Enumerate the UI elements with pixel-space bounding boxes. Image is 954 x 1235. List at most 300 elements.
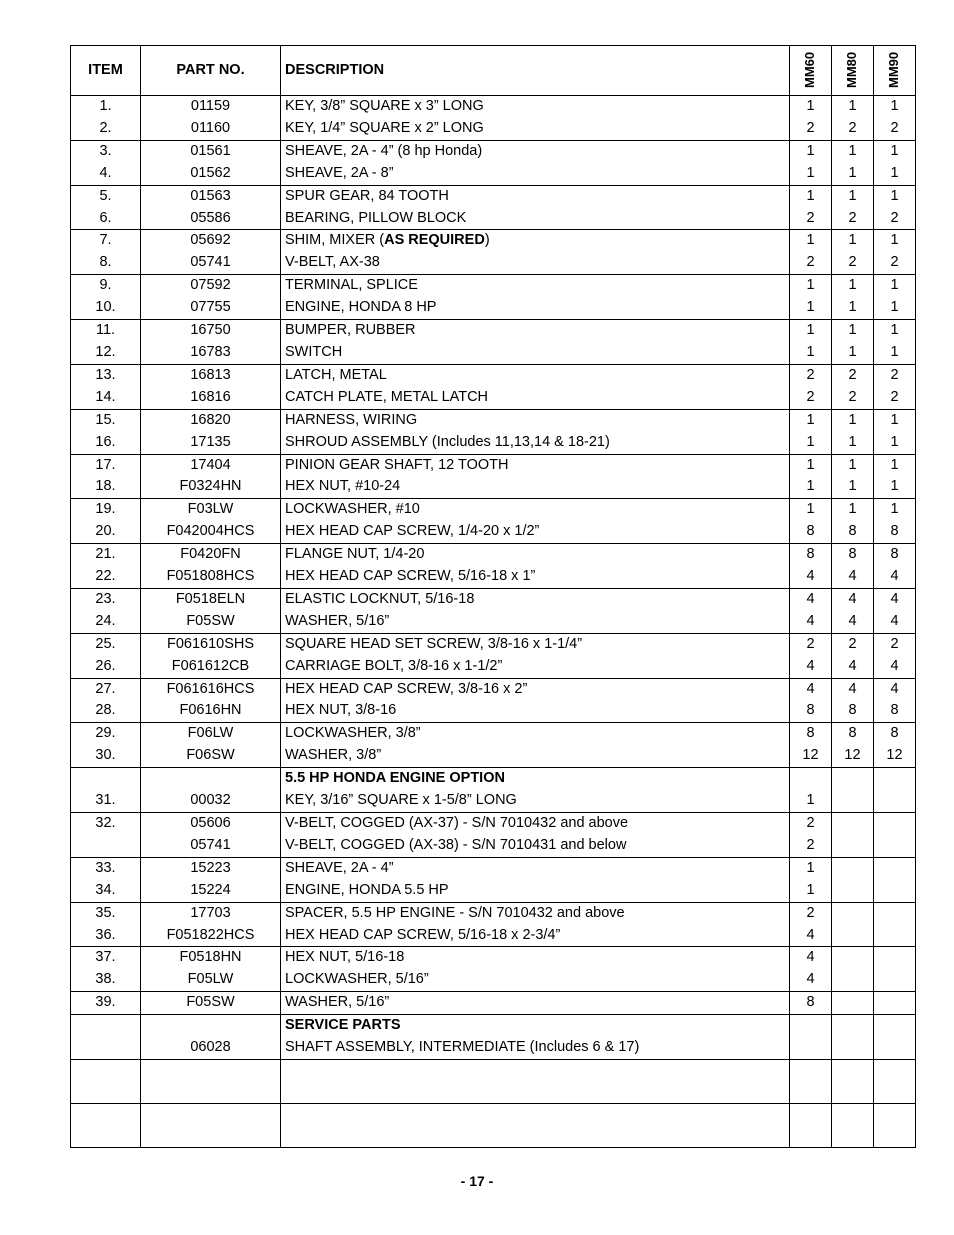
row-part-number: F06SW [141,745,281,767]
row-qty-mm60: 8 [790,700,832,722]
row-qty-mm80: 1 [832,185,874,207]
table-row [71,275,916,297]
row-item-number: 18. [71,476,141,498]
row-item-number: 23. [71,588,141,610]
row-qty-mm60: 1 [790,163,832,185]
row-item-number: 16. [71,432,141,454]
row-description: HARNESS, WIRING [281,409,790,431]
row-qty-mm90 [874,1037,916,1059]
row-description: HEX NUT, 3/8-16 [281,700,790,722]
row-description: ENGINE, HONDA 8 HP [281,297,790,319]
row-qty-mm90 [874,1015,916,1037]
row-qty-mm90: 1 [874,275,916,297]
row-qty-mm90: 1 [874,432,916,454]
table-row [71,208,916,230]
row-qty-mm90: 8 [874,700,916,722]
row-qty-mm80 [832,992,874,1014]
row-qty-mm80 [832,857,874,879]
row-qty-mm90: 2 [874,633,916,655]
row-part-number: 07755 [141,297,281,319]
row-part-number: 06028 [141,1037,281,1059]
row-item-number [71,1037,141,1059]
blank-cell [71,1103,141,1147]
row-qty-mm60: 2 [790,364,832,386]
header-item: ITEM [71,46,141,96]
table-header-row [71,46,916,96]
row-part-number: 01562 [141,163,281,185]
table-row [71,566,916,588]
row-part-number: 15223 [141,857,281,879]
row-qty-mm80: 2 [832,364,874,386]
row-qty-mm60: 1 [790,409,832,431]
table-row [71,992,916,1014]
row-qty-mm60: 2 [790,118,832,140]
parts-rows [71,96,916,1148]
row-description: LOCKWASHER, #10 [281,499,790,521]
row-item-number: 7. [71,230,141,252]
row-qty-mm60 [790,1037,832,1059]
row-qty-mm60: 2 [790,813,832,835]
row-qty-mm60: 8 [790,723,832,745]
row-qty-mm80 [832,880,874,902]
row-qty-mm60: 8 [790,992,832,1014]
row-part-number: F051822HCS [141,925,281,947]
row-item-number: 14. [71,387,141,409]
row-part-number: F05SW [141,611,281,633]
row-qty-mm80 [832,813,874,835]
row-item-number: 19. [71,499,141,521]
row-description: WASHER, 5/16” [281,611,790,633]
table-row [71,857,916,879]
row-item-number: 24. [71,611,141,633]
row-item-number: 38. [71,969,141,991]
row-qty-mm60: 8 [790,544,832,566]
row-part-number: 05741 [141,252,281,274]
row-item-number: 35. [71,902,141,924]
table-row [71,409,916,431]
row-description: FLANGE NUT, 1/4-20 [281,544,790,566]
table-row [71,118,916,140]
row-part-number: 00032 [141,790,281,812]
table-row [71,432,916,454]
row-description: SHROUD ASSEMBLY (Includes 11,13,14 & 18-21) [281,432,790,454]
row-part-number: 17135 [141,432,281,454]
row-description: SHAFT ASSEMBLY, INTERMEDIATE (Includes 6 & 17) [281,1037,790,1059]
row-item-number: 32. [71,813,141,835]
row-qty-mm60: 1 [790,320,832,342]
row-qty-mm60: 4 [790,588,832,610]
table-row [71,454,916,476]
row-item-number: 33. [71,857,141,879]
header-part-no: PART NO. [141,46,281,96]
table-row [71,925,916,947]
row-part-number [141,1015,281,1037]
table-row [71,230,916,252]
row-qty-mm60: 2 [790,633,832,655]
row-qty-mm80: 8 [832,723,874,745]
row-qty-mm90: 1 [874,163,916,185]
row-part-number: F061616HCS [141,678,281,700]
row-qty-mm80 [832,947,874,969]
row-qty-mm80: 2 [832,118,874,140]
row-qty-mm60: 1 [790,857,832,879]
row-description: SERVICE PARTS [281,1015,790,1037]
row-description: 5.5 HP HONDA ENGINE OPTION [281,768,790,790]
description-emphasis: AS REQUIRED [384,232,485,249]
row-qty-mm90: 1 [874,230,916,252]
table-row [71,969,916,991]
row-qty-mm80 [832,768,874,790]
blank-cell [832,1059,874,1103]
blank-cell [141,1059,281,1103]
blank-row [71,1059,916,1103]
row-qty-mm80 [832,925,874,947]
row-description: V-BELT, AX-38 [281,252,790,274]
row-item-number: 10. [71,297,141,319]
row-qty-mm60: 1 [790,476,832,498]
row-qty-mm80: 1 [832,96,874,118]
row-qty-mm80: 1 [832,454,874,476]
table-row [71,745,916,767]
row-qty-mm90 [874,992,916,1014]
row-description [281,230,790,252]
row-qty-mm90: 1 [874,320,916,342]
row-item-number: 37. [71,947,141,969]
row-part-number: F03LW [141,499,281,521]
row-item-number: 5. [71,185,141,207]
row-description: V-BELT, COGGED (AX-38) - S/N 7010431 and below [281,835,790,857]
row-part-number: F0324HN [141,476,281,498]
row-item-number: 8. [71,252,141,274]
row-item-number: 30. [71,745,141,767]
row-description: BUMPER, RUBBER [281,320,790,342]
row-description: HEX NUT, #10-24 [281,476,790,498]
row-item-number [71,768,141,790]
row-item-number: 34. [71,880,141,902]
table-row [71,163,916,185]
row-description: ELASTIC LOCKNUT, 5/16-18 [281,588,790,610]
row-qty-mm80 [832,790,874,812]
row-item-number: 6. [71,208,141,230]
row-qty-mm90: 8 [874,521,916,543]
table-row [71,947,916,969]
row-qty-mm90: 1 [874,499,916,521]
row-description: HEX NUT, 5/16-18 [281,947,790,969]
blank-cell [281,1059,790,1103]
row-qty-mm90 [874,880,916,902]
table-row [71,813,916,835]
row-description: SHEAVE, 2A - 4” (8 hp Honda) [281,140,790,162]
row-qty-mm60: 8 [790,521,832,543]
row-qty-mm60: 4 [790,566,832,588]
blank-cell [141,1103,281,1147]
row-qty-mm90: 1 [874,476,916,498]
row-part-number: 05586 [141,208,281,230]
row-qty-mm60: 12 [790,745,832,767]
row-part-number: F0420FN [141,544,281,566]
table-row [71,342,916,364]
row-qty-mm60: 1 [790,140,832,162]
row-part-number: F061612CB [141,656,281,678]
table-row [71,678,916,700]
row-item-number: 36. [71,925,141,947]
row-qty-mm60: 1 [790,432,832,454]
row-item-number: 12. [71,342,141,364]
row-qty-mm60: 4 [790,656,832,678]
row-qty-mm80: 2 [832,633,874,655]
row-description: SWITCH [281,342,790,364]
table-row [71,588,916,610]
row-qty-mm60: 2 [790,835,832,857]
row-item-number: 21. [71,544,141,566]
header-mm90-label: MM90 [886,51,902,89]
row-part-number: F042004HCS [141,521,281,543]
row-description: BEARING, PILLOW BLOCK [281,208,790,230]
header-description: DESCRIPTION [281,46,790,96]
row-part-number: 16750 [141,320,281,342]
row-qty-mm90: 4 [874,656,916,678]
row-qty-mm80: 1 [832,297,874,319]
table-row [71,185,916,207]
row-part-number: F0616HN [141,700,281,722]
table-row [71,320,916,342]
blank-cell [832,1103,874,1147]
table-row [71,476,916,498]
description-text: ) [484,232,490,249]
header-mm60 [790,46,832,96]
row-qty-mm90 [874,969,916,991]
description-text: SHIM, MIXER ( [285,232,385,249]
row-qty-mm90: 2 [874,364,916,386]
row-description: SHEAVE, 2A - 4” [281,857,790,879]
row-description: CARRIAGE BOLT, 3/8-16 x 1-1/2” [281,656,790,678]
row-part-number: 17703 [141,902,281,924]
row-description: KEY, 3/8” SQUARE x 3” LONG [281,96,790,118]
row-item-number: 2. [71,118,141,140]
row-qty-mm80 [832,1037,874,1059]
row-part-number: F0518HN [141,947,281,969]
blank-row [71,1103,916,1147]
row-item-number: 15. [71,409,141,431]
row-qty-mm80: 4 [832,588,874,610]
row-qty-mm90: 12 [874,745,916,767]
row-description: SQUARE HEAD SET SCREW, 3/8-16 x 1-1/4” [281,633,790,655]
row-qty-mm60: 1 [790,499,832,521]
row-qty-mm80: 8 [832,521,874,543]
row-qty-mm90: 1 [874,342,916,364]
table-row [71,364,916,386]
row-qty-mm80: 4 [832,678,874,700]
row-part-number: 15224 [141,880,281,902]
row-qty-mm80: 4 [832,656,874,678]
row-item-number: 26. [71,656,141,678]
blank-cell [874,1103,916,1147]
row-qty-mm80: 1 [832,320,874,342]
table-row [71,140,916,162]
row-qty-mm80: 8 [832,544,874,566]
row-item-number: 20. [71,521,141,543]
row-qty-mm90: 1 [874,185,916,207]
row-qty-mm80 [832,1015,874,1037]
row-item-number: 27. [71,678,141,700]
table-row [71,723,916,745]
row-item-number [71,835,141,857]
row-qty-mm80: 12 [832,745,874,767]
row-qty-mm60: 1 [790,454,832,476]
row-item-number: 1. [71,96,141,118]
row-description: KEY, 1/4” SQUARE x 2” LONG [281,118,790,140]
row-qty-mm90 [874,813,916,835]
table-row [71,700,916,722]
row-qty-mm80: 2 [832,252,874,274]
row-qty-mm90 [874,947,916,969]
row-item-number: 13. [71,364,141,386]
blank-cell [281,1103,790,1147]
row-qty-mm90: 1 [874,409,916,431]
table-row [71,297,916,319]
table-row [71,387,916,409]
row-qty-mm80: 1 [832,275,874,297]
row-description: SHEAVE, 2A - 8” [281,163,790,185]
row-qty-mm60: 2 [790,252,832,274]
row-qty-mm60: 1 [790,275,832,297]
row-description: LOCKWASHER, 3/8” [281,723,790,745]
row-qty-mm90 [874,790,916,812]
row-qty-mm80: 1 [832,163,874,185]
row-qty-mm80: 2 [832,387,874,409]
row-item-number: 39. [71,992,141,1014]
table-row [71,768,916,790]
row-qty-mm90 [874,925,916,947]
row-description: TERMINAL, SPLICE [281,275,790,297]
row-qty-mm60: 1 [790,880,832,902]
row-description: PINION GEAR SHAFT, 12 TOOTH [281,454,790,476]
row-part-number: F05LW [141,969,281,991]
row-qty-mm60: 1 [790,230,832,252]
row-description: KEY, 3/16” SQUARE x 1-5/8” LONG [281,790,790,812]
row-qty-mm80: 4 [832,611,874,633]
row-qty-mm80 [832,902,874,924]
row-description: HEX HEAD CAP SCREW, 1/4-20 x 1/2” [281,521,790,543]
row-qty-mm90: 4 [874,611,916,633]
row-qty-mm80 [832,835,874,857]
row-qty-mm90: 2 [874,118,916,140]
row-qty-mm90: 1 [874,96,916,118]
row-item-number: 28. [71,700,141,722]
row-qty-mm60: 2 [790,208,832,230]
row-part-number [141,768,281,790]
header-mm80-label: MM80 [844,51,860,89]
table-row [71,521,916,543]
row-qty-mm90: 2 [874,387,916,409]
table-row [71,499,916,521]
header-mm80 [832,46,874,96]
row-qty-mm80: 1 [832,409,874,431]
row-qty-mm90: 1 [874,140,916,162]
table-row [71,835,916,857]
row-description: LOCKWASHER, 5/16” [281,969,790,991]
row-qty-mm80: 8 [832,700,874,722]
row-description: HEX HEAD CAP SCREW, 5/16-18 x 2-3/4” [281,925,790,947]
row-item-number: 29. [71,723,141,745]
table-row [71,544,916,566]
row-item-number: 17. [71,454,141,476]
row-item-number: 11. [71,320,141,342]
row-qty-mm60 [790,768,832,790]
row-description: ENGINE, HONDA 5.5 HP [281,880,790,902]
row-qty-mm60: 4 [790,947,832,969]
row-qty-mm90 [874,835,916,857]
row-description: WASHER, 3/8” [281,745,790,767]
row-part-number: 16783 [141,342,281,364]
row-qty-mm90: 8 [874,723,916,745]
row-qty-mm90: 2 [874,208,916,230]
page-number: - 17 - [460,1173,494,1189]
row-qty-mm90 [874,768,916,790]
row-description: SPUR GEAR, 84 TOOTH [281,185,790,207]
row-part-number: 01159 [141,96,281,118]
row-qty-mm60: 4 [790,678,832,700]
row-qty-mm80: 4 [832,566,874,588]
row-qty-mm60: 1 [790,185,832,207]
row-qty-mm80: 1 [832,230,874,252]
table-row [71,790,916,812]
row-description: CATCH PLATE, METAL LATCH [281,387,790,409]
row-qty-mm60: 1 [790,342,832,364]
row-description: HEX HEAD CAP SCREW, 5/16-18 x 1” [281,566,790,588]
blank-cell [874,1059,916,1103]
row-qty-mm90: 4 [874,566,916,588]
row-qty-mm90: 8 [874,544,916,566]
row-part-number: F06LW [141,723,281,745]
row-part-number: 07592 [141,275,281,297]
table-row [71,633,916,655]
row-item-number: 25. [71,633,141,655]
row-part-number: 17404 [141,454,281,476]
row-part-number: 05606 [141,813,281,835]
row-qty-mm80: 1 [832,432,874,454]
row-description: SPACER, 5.5 HP ENGINE - S/N 7010432 and above [281,902,790,924]
row-description: WASHER, 5/16” [281,992,790,1014]
row-description: LATCH, METAL [281,364,790,386]
row-description: V-BELT, COGGED (AX-37) - S/N 7010432 and above [281,813,790,835]
row-part-number: 01160 [141,118,281,140]
table-row [71,902,916,924]
row-item-number [71,1015,141,1037]
row-part-number: 16816 [141,387,281,409]
row-qty-mm80: 1 [832,476,874,498]
blank-cell [71,1059,141,1103]
row-qty-mm90: 4 [874,678,916,700]
row-qty-mm60: 4 [790,611,832,633]
table-row [71,252,916,274]
row-qty-mm90: 4 [874,588,916,610]
row-qty-mm90 [874,902,916,924]
row-qty-mm60: 1 [790,297,832,319]
table-row [71,611,916,633]
row-qty-mm80: 1 [832,140,874,162]
row-qty-mm80: 1 [832,499,874,521]
row-part-number: F0518ELN [141,588,281,610]
row-item-number: 4. [71,163,141,185]
blank-cell [790,1103,832,1147]
row-part-number: 16820 [141,409,281,431]
parts-list-table [70,45,916,1148]
row-part-number: 05692 [141,230,281,252]
row-part-number: F051808HCS [141,566,281,588]
row-qty-mm60 [790,1015,832,1037]
row-description: HEX HEAD CAP SCREW, 3/8-16 x 2” [281,678,790,700]
